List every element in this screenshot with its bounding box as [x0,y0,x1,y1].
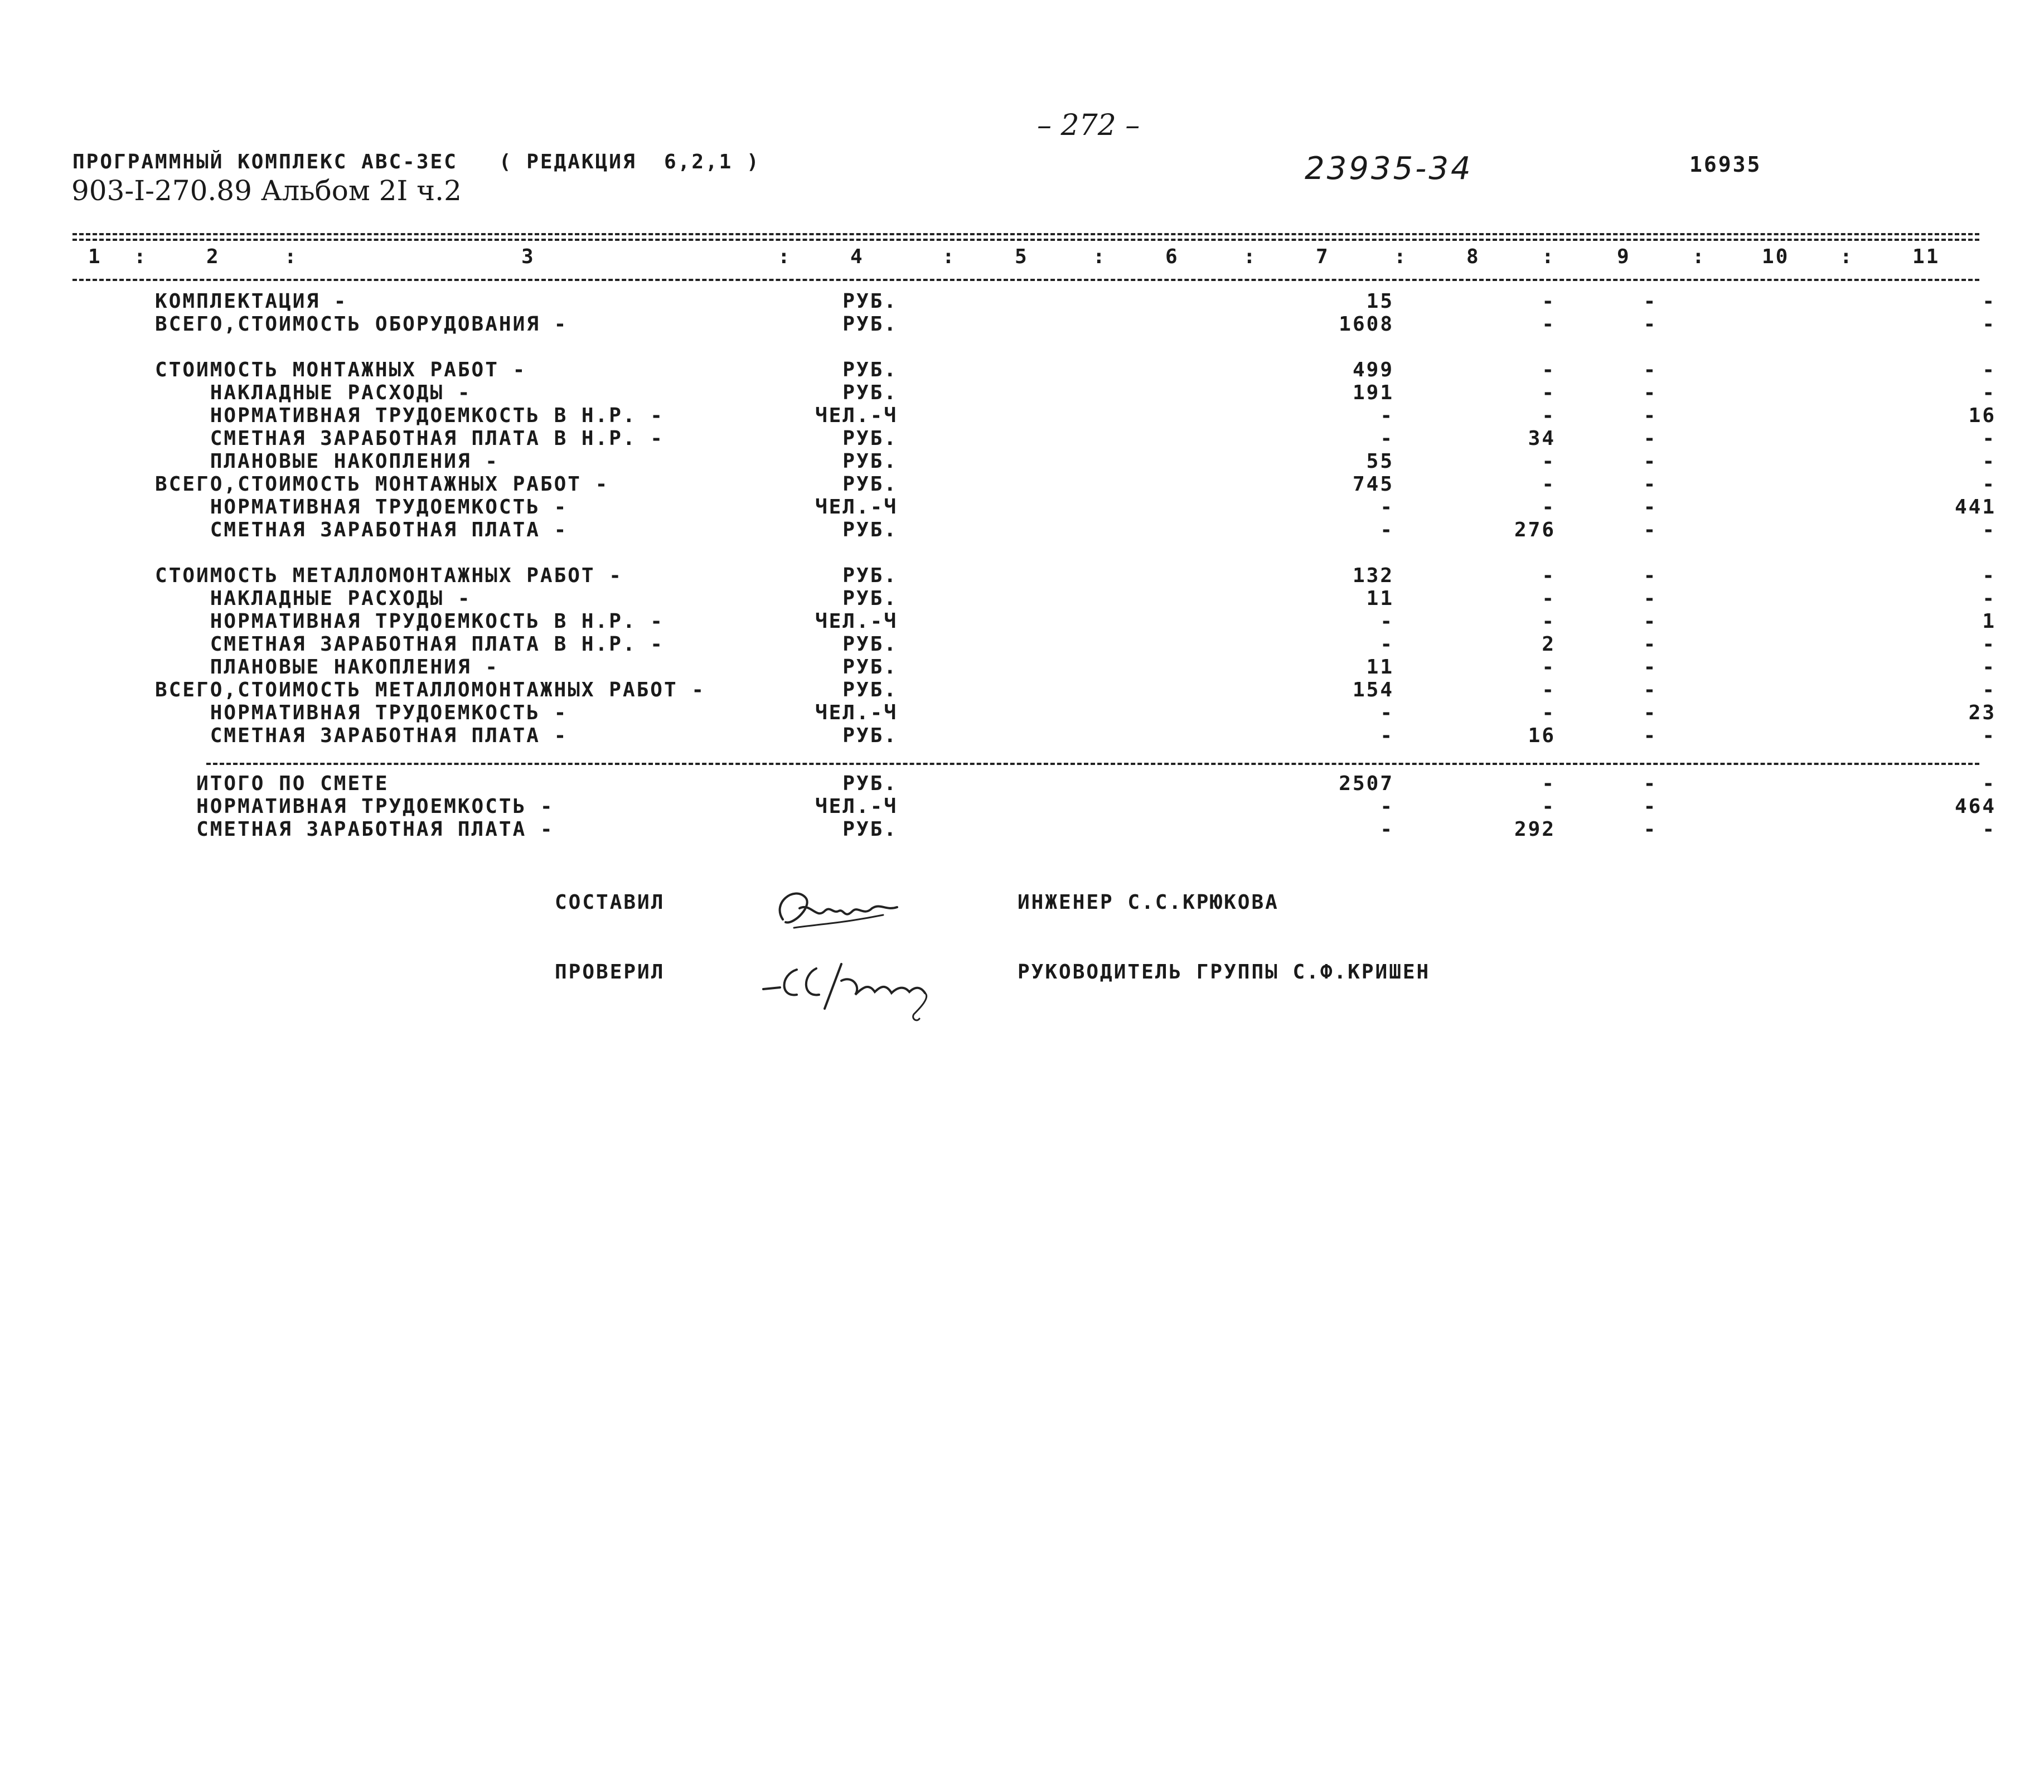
column-header-7: 7 [1316,245,1330,268]
column-header-row [0,245,2044,270]
cell-col-8: - [1542,290,1556,313]
program-title: ПРОГРАММНЫЙ КОМПЛЕКС АВС-ЗЕС ( РЕДАКЦИЯ 6,2,1 ) [72,151,761,173]
cell-col-7: 1608 [1339,313,1394,336]
cell-col-9: - [1643,724,1658,747]
cell-col-9: - [1643,610,1658,633]
table-row [0,656,2044,679]
cell-col-8: 276 [1514,519,1556,541]
table-row [0,336,2044,359]
column-header-5: 5 [1015,245,1029,268]
cell-col-9: - [1643,359,1658,381]
cell-col-7: - [1380,427,1394,450]
row-unit: РУБ. [842,473,898,496]
row-unit: РУБ. [842,519,898,541]
cell-col-7: 745 [1352,473,1394,496]
row-unit: РУБ. [842,633,898,656]
cell-col-8: 292 [1514,818,1556,841]
table-row [0,633,2044,656]
cell-col-8: - [1542,610,1556,633]
row-label: НАКЛАДНЫЕ РАСХОДЫ - [72,381,472,404]
row-label: ВСЕГО,СТОИМОСТЬ МЕТАЛЛОМОНТАЖНЫХ РАБОТ - [72,679,705,701]
cell-col-11: 1 [1982,610,1996,633]
cell-col-11: - [1982,587,1996,610]
cell-col-7: 11 [1366,656,1394,679]
column-separator: : [1840,245,1854,268]
cell-col-9: - [1643,772,1658,795]
cell-col-8: - [1542,313,1556,336]
cell-col-8: - [1542,795,1556,818]
estimate-totals [0,772,2044,845]
column-header-3: 3 [521,245,535,268]
row-label: СТОИМОСТЬ МОНТАЖНЫХ РАБОТ - [72,359,527,381]
header-top-rule-2 [72,239,1979,241]
column-separator: : [1394,245,1408,268]
cell-col-7: 132 [1352,564,1394,587]
column-separator: : [1692,245,1706,268]
signature-compiler [750,870,917,931]
cell-col-8: - [1542,587,1556,610]
row-label: ПЛАНОВЫЕ НАКОПЛЕНИЯ - [72,656,499,679]
column-header-10: 10 [1762,245,1790,268]
cell-col-8: - [1542,772,1556,795]
cell-col-9: - [1643,427,1658,450]
header-bottom-rule [72,279,1979,281]
table-row [0,450,2044,473]
cell-col-8: 16 [1528,724,1556,747]
column-header-2: 2 [206,245,220,268]
cell-col-11: 23 [1968,701,1996,724]
row-label: ВСЕГО,СТОИМОСТЬ ОБОРУДОВАНИЯ - [72,313,568,336]
cell-col-11: - [1982,313,1996,336]
cell-col-8: - [1542,679,1556,701]
cell-col-11: - [1982,679,1996,701]
cell-col-7: - [1380,610,1394,633]
page-number: – 272 – [1037,109,1140,142]
table-row [0,701,2044,724]
table-row [0,541,2044,564]
cell-col-8: - [1542,496,1556,519]
cell-col-9: - [1643,633,1658,656]
row-label: НОРМАТИВНАЯ ТРУДОЕМКОСТЬ - [72,496,568,519]
row-label: СМЕТНАЯ ЗАРАБОТНАЯ ПЛАТА - [72,724,568,747]
cell-col-7: 191 [1352,381,1394,404]
cell-col-11: - [1982,450,1996,473]
row-unit: ЧЕЛ.-Ч [815,610,898,633]
row-label: СМЕТНАЯ ЗАРАБОТНАЯ ПЛАТА - [72,519,568,541]
table-row [0,587,2044,610]
cell-col-11: - [1982,724,1996,747]
column-separator: : [134,245,148,268]
cell-col-9: - [1643,313,1658,336]
totals-row [0,795,2044,818]
handwritten-signature-1 [761,880,928,942]
row-unit: РУБ. [842,656,898,679]
album-reference: 903-I-270.89 Альбом 2I ч.2 [71,175,462,207]
cell-col-8: 2 [1542,633,1556,656]
cell-col-11: - [1982,519,1996,541]
cell-col-8: - [1542,450,1556,473]
cell-col-11: - [1982,290,1996,313]
cell-col-8: - [1542,564,1556,587]
cell-col-8: - [1542,359,1556,381]
table-row [0,564,2044,587]
column-header-6: 6 [1165,245,1179,268]
checked-label: ПРОВЕРИЛ [555,961,665,984]
cell-col-11: - [1982,427,1996,450]
row-unit: РУБ. [842,427,898,450]
cell-col-9: - [1643,290,1658,313]
row-label: КОМПЛЕКТАЦИЯ - [72,290,348,313]
row-label: НОРМАТИВНАЯ ТРУДОЕМКОСТЬ - [72,795,554,818]
column-header-9: 9 [1617,245,1631,268]
cell-col-11: - [1982,656,1996,679]
column-separator: : [1093,245,1107,268]
cell-col-11: 16 [1968,404,1996,427]
cell-col-11: - [1982,818,1996,841]
row-unit: РУБ. [842,724,898,747]
totals-row [0,818,2044,841]
table-row [0,496,2044,519]
cell-col-9: - [1643,450,1658,473]
checked-by: РУКОВОДИТЕЛЬ ГРУППЫ С.Ф.КРИШЕН [1018,961,1431,984]
cell-col-9: - [1643,587,1658,610]
row-label: НОРМАТИВНАЯ ТРУДОЕМКОСТЬ В Н.Р. - [72,404,664,427]
cell-col-9: - [1643,519,1658,541]
cell-col-7: 499 [1352,359,1394,381]
cell-col-9: - [1643,381,1658,404]
cell-col-11: 464 [1954,795,1996,818]
column-separator: : [1243,245,1257,268]
row-label: ВСЕГО,СТОИМОСТЬ МОНТАЖНЫХ РАБОТ - [72,473,609,496]
column-separator: : [778,245,792,268]
cell-col-9: - [1643,795,1658,818]
cell-col-7: 11 [1366,587,1394,610]
cell-col-9: - [1643,496,1658,519]
column-header-4: 4 [850,245,864,268]
cell-col-8: - [1542,656,1556,679]
cell-col-11: - [1982,359,1996,381]
cell-col-9: - [1643,656,1658,679]
table-row [0,313,2044,336]
header-top-rule [72,233,1979,235]
row-label: СМЕТНАЯ ЗАРАБОТНАЯ ПЛАТА В Н.Р. - [72,633,664,656]
table-row [0,519,2044,541]
cell-col-8: - [1542,404,1556,427]
cell-col-11: - [1982,772,1996,795]
cell-col-8: - [1542,381,1556,404]
table-row [0,427,2044,450]
cell-col-7: 154 [1352,679,1394,701]
cell-col-7: - [1380,496,1394,519]
row-label: ПЛАНОВЫЕ НАКОПЛЕНИЯ - [72,450,499,473]
cell-col-9: - [1643,473,1658,496]
cell-col-11: - [1982,564,1996,587]
cell-col-11: - [1982,473,1996,496]
cell-col-11: - [1982,381,1996,404]
row-unit: РУБ. [842,381,898,404]
row-label: ИТОГО ПО СМЕТЕ [72,772,389,795]
cell-col-7: - [1380,404,1394,427]
cell-col-11: - [1982,633,1996,656]
row-label: СМЕТНАЯ ЗАРАБОТНАЯ ПЛАТА - [72,818,554,841]
row-unit: РУБ. [842,313,898,336]
totals-rule [206,763,1979,765]
row-unit: ЧЕЛ.-Ч [815,701,898,724]
table-row [0,381,2044,404]
row-label: СМЕТНАЯ ЗАРАБОТНАЯ ПЛАТА В Н.Р. - [72,427,664,450]
cell-col-9: - [1643,679,1658,701]
cell-col-7: 2507 [1339,772,1394,795]
cell-col-8: - [1542,473,1556,496]
column-separator: : [1542,245,1556,268]
row-unit: РУБ. [842,359,898,381]
cell-col-7: - [1380,633,1394,656]
cell-col-7: - [1380,519,1394,541]
cell-col-7: - [1380,724,1394,747]
row-label: СТОИМОСТЬ МЕТАЛЛОМОНТАЖНЫХ РАБОТ - [72,564,623,587]
row-unit: РУБ. [842,818,898,841]
column-header-1: 1 [88,245,102,268]
document-number: 16935 [1689,152,1762,177]
row-unit: РУБ. [842,772,898,795]
row-unit: ЧЕЛ.-Ч [815,404,898,427]
row-label: НОРМАТИВНАЯ ТРУДОЕМКОСТЬ В Н.Р. - [72,610,664,633]
cell-col-7: - [1380,795,1394,818]
cell-col-11: 441 [1954,496,1996,519]
cell-col-8: - [1542,701,1556,724]
row-unit: ЧЕЛ.-Ч [815,496,898,519]
table-row [0,724,2044,747]
row-label: НОРМАТИВНАЯ ТРУДОЕМКОСТЬ - [72,701,568,724]
handwritten-number: 23935-34 [1305,151,1473,187]
row-label: НАКЛАДНЫЕ РАСХОДЫ - [72,587,472,610]
cell-col-7: 55 [1366,450,1394,473]
signature-checker [747,937,948,1020]
cell-col-9: - [1643,404,1658,427]
row-unit: РУБ. [842,290,898,313]
cell-col-7: - [1380,701,1394,724]
handwritten-signature-2 [758,947,958,1031]
column-header-8: 8 [1466,245,1480,268]
table-row [0,290,2044,313]
column-separator: : [942,245,956,268]
row-unit: ЧЕЛ.-Ч [815,795,898,818]
table-row [0,404,2044,427]
cell-col-9: - [1643,564,1658,587]
cell-col-9: - [1643,818,1658,841]
row-unit: РУБ. [842,679,898,701]
table-row [0,473,2044,496]
cell-col-7: 15 [1366,290,1394,313]
row-unit: РУБ. [842,564,898,587]
compiled-label: СОСТАВИЛ [555,891,665,914]
compiled-by: ИНЖЕНЕР С.С.КРЮКОВА [1018,891,1279,914]
estimate-body [0,290,2044,753]
table-row [0,359,2044,381]
totals-row [0,772,2044,795]
row-unit: РУБ. [842,450,898,473]
cell-col-7: - [1380,818,1394,841]
row-unit: РУБ. [842,587,898,610]
table-row [0,679,2044,701]
column-header-11: 11 [1912,245,1940,268]
column-separator: : [284,245,298,268]
table-row [0,610,2044,633]
cell-col-8: 34 [1528,427,1556,450]
cell-col-9: - [1643,701,1658,724]
